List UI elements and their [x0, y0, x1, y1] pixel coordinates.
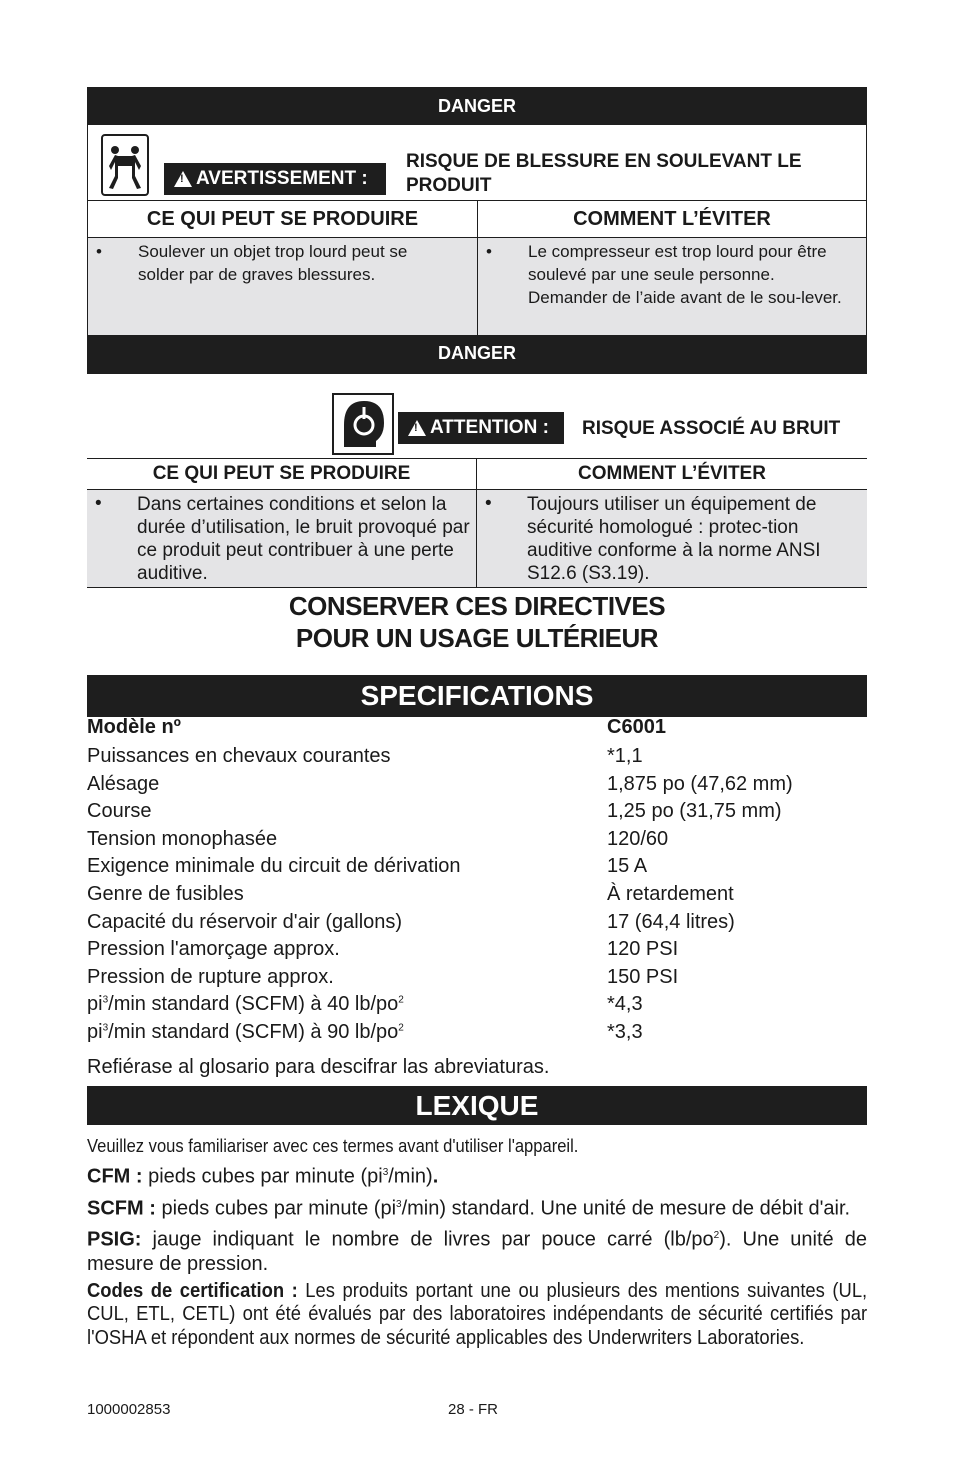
spec-row — [87, 800, 867, 827]
lifting-people-icon — [103, 136, 147, 194]
glossary-codes-wrap — [87, 1280, 867, 1351]
glossary-codes: Codes de certification : Les produits portant une ou plusieurs des mentions suivantes (UL, CUL, ETL, CETL) ont été évalués par des laboratoires indépendants de sécurité certifiés par l'OSHA et répondent aux normes de sécurité applicables des Underwriters Laboratories. — [87, 1279, 868, 1349]
spec-row — [87, 911, 867, 938]
spec-row-label: Alésage — [87, 772, 160, 795]
conserve-line2: POUR UN USAGE ULTÉRIEUR — [295, 623, 659, 653]
spec-scfm90-row — [87, 1021, 867, 1048]
spec-scfm90-label: $pi^3/\min$ standard (SCFM) à 90 $lb/po^2$ — [87, 1021, 404, 1043]
spec-row — [87, 883, 867, 910]
warning-triangle-icon — [408, 420, 426, 436]
danger-bottom-bar: DANGER — [87, 336, 867, 374]
spec-row-label: Genre de fusibles — [87, 883, 244, 905]
glossary-cfm: CFM : pieds cubes par minute $(pi^3/\min)$. — [87, 1165, 439, 1188]
col1-header: CE QUI PEUT SE PRODUIRE — [87, 459, 477, 489]
lexique-header: LEXIQUE — [87, 1086, 867, 1125]
conserve-heading — [87, 590, 867, 654]
warning-triangle-icon — [174, 171, 192, 187]
spec-row-label: Course — [87, 800, 152, 823]
footer-page-number: 28 - FR — [448, 1401, 499, 1418]
col2-text: Le compresseur est trop lourd pour être soulevé par une seule personne. Demander de l’aide avant de le sou-lever. — [528, 242, 842, 307]
spec-row — [87, 773, 867, 800]
col2-header: COMMENT L’ÉVITER — [478, 200, 866, 237]
ear-protection-icon — [334, 395, 392, 453]
conserve-line1: CONSERVER CES DIRECTIVES — [288, 591, 666, 621]
spec-row-label: Tension monophasée — [87, 827, 278, 850]
noise-table — [87, 458, 867, 588]
spec-scfm90-value: *3,3 — [607, 1021, 643, 1043]
ear-icon-box — [332, 393, 394, 455]
spec-note: Refiérase al glosario para descifrar las abreviaturas. — [87, 1056, 550, 1078]
glossary-scfm: SCFM : pieds cubes par minute $(pi^3/\min)$ standard. Une unité de mesure de débit d'air. — [87, 1197, 851, 1220]
bullet: • — [96, 242, 102, 261]
spec-row — [87, 938, 867, 965]
spec-row — [87, 745, 867, 772]
attention-label: ! ATTENTION : — [398, 412, 564, 444]
bullet: • — [485, 493, 492, 514]
spec-scfm40-label: $pi^3/\min$ standard (SCFM) à 40 $lb/po^2$ — [87, 993, 404, 1015]
lifting-warning-box — [87, 125, 867, 336]
spec-row-value: 120 PSI — [607, 938, 679, 961]
col2-header: COMMENT L’ÉVITER — [578, 463, 766, 484]
spec-row-value: 17 (64,4 litres) — [607, 910, 735, 933]
lifting-icon-box — [101, 134, 149, 196]
col2-body — [478, 237, 866, 335]
spec-row-value: 1,25 po (31,75 mm) — [607, 800, 782, 823]
spec-row-label: Exigence minimale du circuit de dérivation — [87, 855, 461, 878]
spec-row-value: À retardement — [607, 883, 734, 905]
col2-text: Toujours utiliser un équipement de sécurité homologué : protec-tion auditive conforme à la norme ANSI S12.6 (S3.19). — [527, 494, 821, 584]
spec-row-value: 120/60 — [607, 827, 669, 850]
bullet: • — [95, 493, 102, 514]
spec-row — [87, 855, 867, 882]
spec-model-label: Modèle nº — [87, 716, 181, 738]
glossary — [87, 1135, 867, 1350]
col2-body — [477, 489, 867, 587]
spec-row-label: Puissances en chevaux courantes — [87, 745, 391, 767]
glossary-intro: Veuillez vous familiariser avec ces termes avant d'utiliser l'appareil. — [87, 1136, 579, 1156]
spec-row — [87, 966, 867, 993]
spec-scfm40-value: *4,3 — [607, 993, 643, 1015]
spec-row-value: 1,875 po (47,62 mm) — [607, 772, 793, 795]
col1-header: CE QUI PEUT SE PRODUIRE — [88, 200, 478, 237]
spec-row — [87, 828, 867, 855]
spec-model-value: C6001 — [607, 716, 666, 738]
avertissement-label: ! AVERTISSEMENT : — [164, 163, 386, 195]
footer-doc-number: 1000002853 — [87, 1401, 171, 1418]
lifting-warning-title: RISQUE DE BLESSURE EN SOULEVANT LE PRODUIT — [406, 151, 802, 196]
col1-text: Soulever un objet trop lourd peut se solder par de graves blessures. — [138, 242, 408, 284]
spec-model-row — [87, 716, 867, 743]
noise-warning-title: RISQUE ASSOCIÉ AU BRUIT — [582, 418, 841, 439]
col1-body — [88, 237, 478, 335]
danger-top-bar: DANGER — [87, 87, 867, 125]
bullet: • — [486, 242, 492, 261]
specifications-header: SPECIFICATIONS — [87, 675, 867, 717]
spec-row-label: Capacité du réservoir d'air (gallons) — [87, 910, 403, 933]
col1-body — [87, 489, 477, 587]
spec-row-value: *1,1 — [607, 745, 643, 767]
glossary-psig: PSIG: jauge indiquant le nombre de livres par pouce carré $(lb/po^2)$. Une unité de mesure de pression. — [87, 1228, 867, 1275]
spec-row-label: Pression l'amorçage approx. — [87, 938, 340, 961]
spec-row-value: 15 A — [607, 855, 648, 878]
spec-row-label: Pression de rupture approx. — [87, 965, 334, 988]
col1-text: Dans certaines conditions et selon la durée d’utilisation, le bruit provoqué par ce produit peut contribuer à une perte auditive. — [137, 494, 470, 584]
spec-row-value: 150 PSI — [607, 965, 679, 988]
spec-scfm40-row — [87, 993, 867, 1020]
